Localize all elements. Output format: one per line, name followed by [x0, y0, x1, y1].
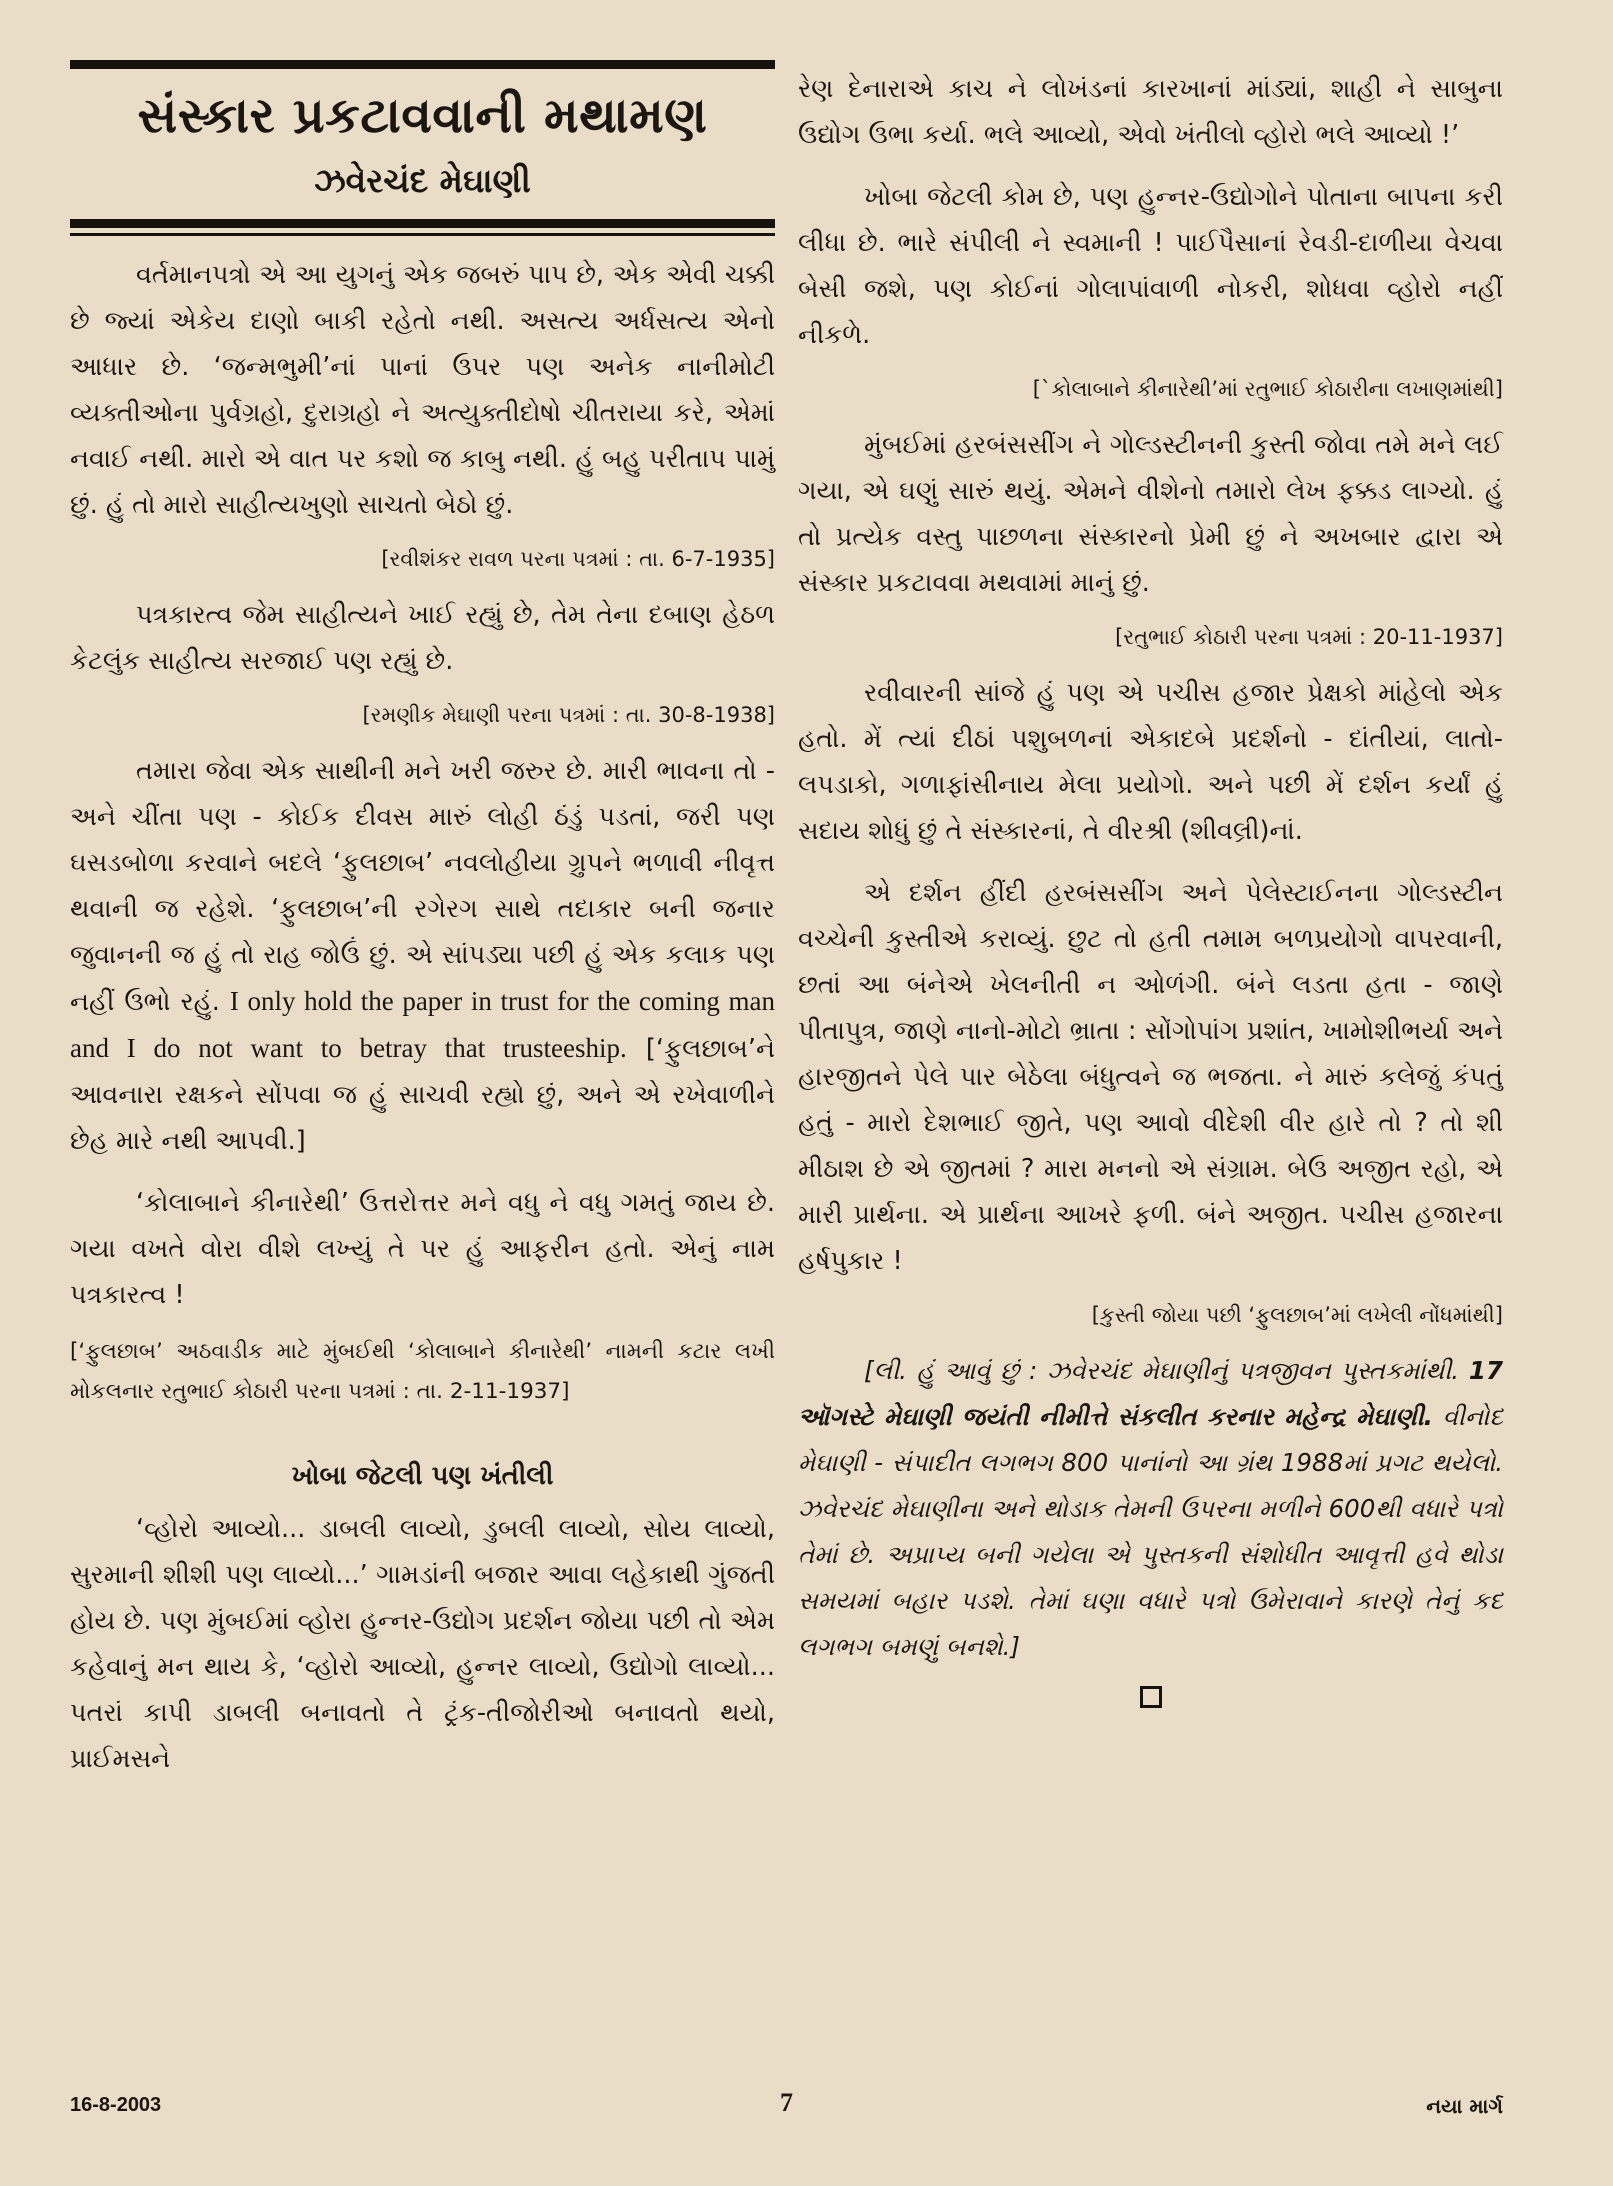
paragraph: ખોબા જેટલી કોમ છે, પણ હુન્નર-ઉદ્યોગોને પોતાના બાપના કરી લીધા છે. ભારે સંપીલી ને સ્વમાની ! પાઈપૈસાનાં રેવડી-દાળીયા વેચવા બેસી જશે, પણ કોઈનાં ગોલાપાંવાળી નોકરી, શોધવા વ્હોરો નહીં નીકળે.	[798, 182, 1503, 350]
paragraph-letter	[70, 748, 775, 1164]
source-citation: [`કોલાબાને કીનારેથી’માં રતુભાઈ કોઠારીના લખાણમાંથી]	[1032, 377, 1503, 401]
right-column	[798, 66, 1503, 1708]
paragraph: ‘વ્હોરો આવ્યો... ડાબલી લાવ્યો, ડુબલી લાવ્યો, સોય લાવ્યો, સુરમાની શીશી પણ લાવ્યો...’ ગામડાંની બજાર આવા લહેકાથી ગુંજતી હોય છે. પણ મુંબઈમાં વ્હોરા હુન્નર-ઉદ્યોગ પ્રદર્શન જોયા પછી તો એમ કહેવાનું મન થાય કે, ‘વ્હોરો આવ્યો, હુન્નર લાવ્યો, ઉદ્યોગો લાવ્યો... પતરાં કાપી ડાબલી બનાવતો તે ટ્રંક-તીજોરીઓ બનાવતો થયો, પ્રાઈમસને	[70, 1514, 775, 1774]
paragraph: વર્તમાનપત્રો એ આ યુગનું એક જબરું પાપ છે, એક એવી ચક્કી છે જ્યાં એકેય દાણો બાકી રહેતો નથી. અસત્ય અર્ધસત્ય એનો આધાર છે. ‘જન્મભુમી’નાં પાનાં ઉપર પણ અનેક નાનીમોટી વ્યક્તીઓના પુર્વગ્રહો, દુરાગ્રહો ને અત્યુક્તીદોષો ચીતરાયા કરે, એમાં નવાઈ નથી. મારો એ વાત પર કશો જ કાબુ નથી. હું બહુ પરીતાપ પામું છું. હું તો મારો સાહીત્યખુણો સાચતો બેઠો છું.	[70, 260, 775, 520]
closing-note-part: વીનોદ મેઘાણી - સંપાદીત લગભગ 800 પાનાંનો આ ગ્રંથ 1988માં પ્રગટ થયેલો. ઝવેરચંદ મેઘાણીના અને થોડાક તેમની ઉપરના મળીને 600થી વધારે પત્રો તેમાં છે. અપ્રાપ્ય બની ગયેલા એ પુસ્તકની સંશોધીત આવૃત્તી હવે થોડા સમયમાં બહાર પડશે. તેમાં ઘણા વધારે પત્રો ઉમેરાવાને કારણે તેનું કદ લગભગ બમણું બનશે.]	[798, 1402, 1503, 1661]
source-note: [‘ફુલછાબ’ અઠવાડીક માટે મુંબઈથી ‘કોલાબાને કીનારેથી’ નામની કટાર લખી મોકલનાર રતુભાઈ કોઠારી પરના પત્રમાં : તા. 2-11-1937]	[70, 1339, 775, 1404]
title-bottom-thin-rule	[70, 233, 775, 236]
title-top-rule	[70, 60, 775, 69]
footer-date: 16-8-2003	[70, 2094, 162, 2116]
paragraph: રવીવારની સાંજે હું પણ એ પચીસ હજાર પ્રેક્ષકો માંહેલો એક હતો. મેં ત્યાં દીઠાં પશુબળનાં એકાદબે પ્રદર્શનો - દાંતીયાં, લાતો-લપડાકો, ગળાફાંસીનાય મેલા પ્રયોગો. અને પછી મેં દર્શન કર્યાં હું સદાય શોધું છું તે સંસ્કારનાં, તે વીરશ્રી (શીવલ્રી)નાં.	[798, 678, 1503, 846]
paragraph: ‘કોલાબાને કીનારેથી’ ઉત્તરોત્તર મને વધુ ને વધુ ગમતું જાય છે. ગયા વખતે વોરા વીશે લખ્યું તે પર હું આફરીન હતો. એનું નામ પત્રકારત્વ !	[70, 1188, 775, 1310]
source-citation: [રવીશંકર રાવળ પરના પત્રમાં : તા. 6-7-1935]	[381, 547, 775, 571]
title-bottom-rule	[70, 219, 775, 228]
paragraph: મુંબઈમાં હરબંસસીંગ ને ગોલ્ડસ્ટીનની કુસ્તી જોવા તમે મને લઈ ગયા, એ ઘણું સારું થયું. એમને વીશેનો તમારો લેખ ફક્કડ લાગ્યો. હું તો પ્રત્યેક વસ્તુ પાછળના સંસ્કારનો પ્રેમી છું ને અખબાર દ્વારા એ સંસ્કાર પ્રકટાવવા મથવામાં માનું છું.	[798, 430, 1503, 598]
paragraph-text: તમારા જેવા એક સાથીની મને ખરી જરુર છે. મારી ભાવના તો - અને ચીંતા પણ - કોઈક દીવસ મારું લોહી ઠંડું પડતાં, જરી પણ ઘસડબોળા કરવાને બદલે ‘ફુલછાબ’ નવલોહીયા ગ્રુપને ભળાવી નીવૃત્ત થવાની જ રહેશે. ‘ફુલછાબ’ની રગેરગ સાથે તદાકાર બની જનાર જુવાનની જ હું તો રાહ જોઉં છું. એ સાંપડ્યા પછી હું એક કલાક પણ નહીં ઉભો રહું.	[70, 756, 775, 1017]
quote-translation: [‘ફુલછાબ’ને આવનારા રક્ષકને સોંપવા જ હું સાચવી રહ્યો છું, અને એ રખેવાળીને છેહ મારે નથી આપવી.]	[70, 1034, 775, 1156]
closing-note-bold: 17 ઑગસ્ટે મેઘાણી જયંતી નીમીત્તે સંકલીત કરનાર મહેન્દ્ર મેઘાણી.	[798, 1356, 1503, 1431]
page-footer	[70, 2088, 1503, 2128]
article-title: સંસ્કાર પ્રકટાવવાની મથામણ	[137, 87, 708, 144]
source-citation: [રતુભાઈ કોઠારી પરના પત્રમાં : 20-11-1937]	[1115, 625, 1503, 649]
closing-note	[798, 1348, 1503, 1670]
article-author: ઝવેરચંદ મેઘાણી	[314, 161, 531, 200]
paragraph: પત્રકારત્વ જેમ સાહીત્યને ખાઈ રહ્યું છે, તેમ તેના દબાણ હેઠળ કેટલુંક સાહીત્ય સરજાઈ પણ રહ્યું છે.	[70, 600, 775, 676]
section-heading: ખોબા જેટલી પણ ખંતીલી	[291, 1461, 554, 1491]
english-quote: I only hold the paper in trust for the coming man and I do not want to betray that trusteeship.	[70, 986, 775, 1063]
closing-note-part: [લી. હું આવું છું : ઝવેરચંદ મેઘાણીનું પત્રજીવન પુસ્તકમાંથી.	[864, 1356, 1460, 1385]
source-citation: [રમણીક મેઘાણી પરના પત્રમાં : તા. 30-8-1938]	[362, 703, 775, 727]
paragraph: રેણ દેનારાએ કાચ ને લોખંડનાં કારખાનાં માંડ્યાં, શાહી ને સાબુના ઉદ્યોગ ઉભા કર્યા. ભલે આવ્યો, એવો ખંતીલો વ્હોરો ભલે આવ્યો !’	[798, 74, 1503, 150]
paragraph: એ દર્શન હીંદી હરબંસસીંગ અને પેલેસ્ટાઈનના ગોલ્ડસ્ટીન વચ્ચેની કુસ્તીએ કરાવ્યું. છુટ તો હતી તમામ બળપ્રયોગો વાપરવાની, છતાં આ બંનેએ ખેલનીતી ન ઓળંગી. બંને લડતા હતા - જાણે પીતાપુત્ર, જાણે નાનો-મોટો ભ્રાતા : સોંગોપાંગ પ્રશાંત, ખામોશીભર્યા અને હારજીતને પેલે પાર બેઠેલા બંધુત્વને જ ભજતા. ને મારું કલેજું કંપતું હતું - મારો દેશભાઈ જીતે, પણ આવો વીદેશી વીર હારે તો ? તો શી મીઠાશ છે એ જીતમાં ? મારા મનનો એ સંગ્રામ. બેઉ અજીત રહો, એ મારી પ્રાર્થના. એ પ્રાર્થના આખરે ફળી. બંને અજીત. પચીસ હજારના હર્ષપુકાર !	[798, 878, 1503, 1276]
publication-name: નયા માર્ગ	[1426, 2094, 1503, 2118]
source-citation: [કુસ્તી જોયા પછી ‘ફુલછાબ’માં લખેલી નોંધમાંથી]	[1091, 1303, 1503, 1327]
page-number: 7	[780, 2088, 793, 2117]
left-column	[70, 60, 775, 1782]
end-mark-icon	[1140, 1686, 1162, 1708]
